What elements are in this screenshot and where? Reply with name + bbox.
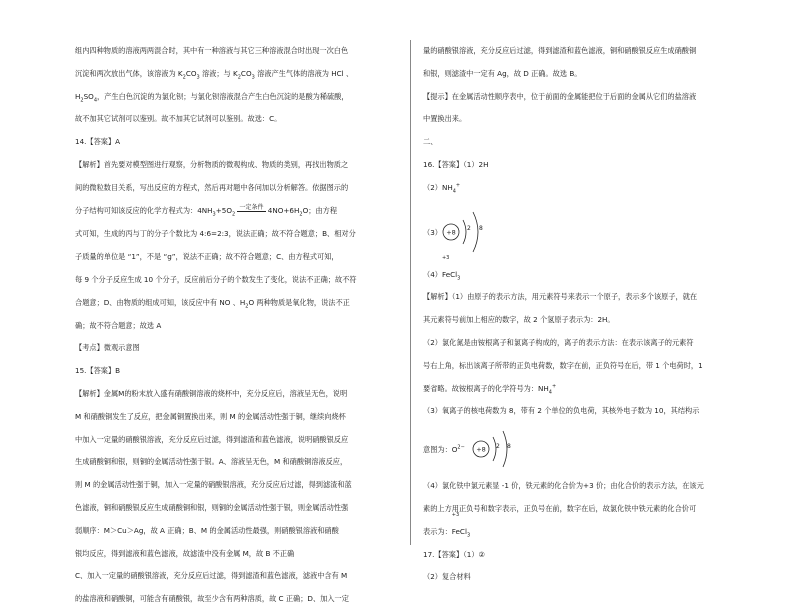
text-line: 量的硝酸银溶液，充分反应后过滤，得到滤渣和蓝色滤液，铜和硝酸银反应生成硝酸铜	[423, 46, 697, 55]
text-line: 和银，则滤渣中一定有 Ag，故 D 正确。故选 B。	[423, 68, 582, 78]
section-heading: 二、	[423, 137, 438, 147]
text-line: 子质量的单位是 “1”，不是 “g”，说法不正确；故不符合题意；C、由方程式可知，	[75, 252, 339, 262]
text-line: 【解析】金属M的粉末放入盛有硝酸铜溶液的烧杯中，充分反应后，溶液呈无色，说明	[75, 388, 348, 398]
reaction-condition: 一定条件	[239, 203, 264, 211]
text-line: $H_2SO_4$，产生白色沉淀的为氯化钡；与氯化钡溶液混合产生白色沉淀的是酸为稀硫酸，	[75, 91, 349, 104]
answer-16: 16.【答案】（1）2H	[423, 159, 489, 169]
kaodian: 【考点】微观示意图	[75, 343, 140, 353]
text-line: （2）氯化氮是由铵根离子和氯离子构成的，离子的表示方法：在表示该离子的元素符	[423, 337, 694, 347]
text-line: （3）氧离子的核电荷数为 8，带有 2 个单位的负电荷，其核外电子数为 10，其结构示	[423, 406, 700, 416]
answer-16-2: $(2)NH_4^+$	[423, 182, 461, 195]
text-line: 则 M 的金属活动性强于铜，加入一定量的硝酸银溶液，充分反应后过滤，得到滤渣和蓝	[75, 480, 352, 490]
svg-text:2: 2	[467, 224, 471, 232]
text-line: 每 9 个分子反应生成 10 个分子，反应前后分子的个数发生了变化，说法不正确；故不符	[75, 274, 357, 284]
svg-text:8: 8	[479, 224, 483, 232]
answer-16-3: （3） +8 2 8	[423, 200, 739, 264]
text-line: 弱顺序：M＞Cu＞Ag，故 A 正确；B、M 的金属活动性最强，则硝酸银溶液和硝酸	[75, 525, 339, 535]
text-line: 【解析】（1）由原子的表示方法，用元素符号来表示一个原子，表示多个该原子，就在	[423, 292, 698, 302]
text-line: 中加入一定量的硝酸银溶液，充分反应后过滤，得到滤渣和蓝色滤液，说明硝酸银反应	[75, 434, 349, 444]
equation-line: 分子结构可知该反应的化学方程式为：$4NH_3+5O_2$ $^{一定条件}$ $4NO+6H_2O$；由方程	[75, 203, 338, 218]
text-line: 色滤液，铜和硝酸银反应生成硝酸铜和银，则铜的金属活动性强于银，则金属活动性强	[75, 502, 349, 512]
text-line: （4）氯化铁中氯元素显 -1 价，铁元素的化合价为+3 价；由化合价的表示方法，在该元	[423, 481, 704, 491]
oxygen-ion-structure-diagram-2	[469, 423, 529, 475]
text-line: 【解析】首先要对模型图进行观察，分析物质的微观构成、物质的类别，再找出物质之	[75, 159, 349, 169]
text-line: 故不加其它试剂可以鉴别。故不加其它试剂可以鉴别。故选：C。	[75, 114, 282, 124]
text-line: 沉淀和两次放出气体，该溶液为 $K_2CO_3$ 溶液；与 $K_2CO_3$ 溶液产生气体的溶液为 HCl 、	[75, 68, 354, 81]
column-divider	[410, 40, 411, 545]
text-line: 确；故不符合题意；故选 A	[75, 320, 162, 330]
text-line: 表示为： +3 FeCl$_3$	[423, 511, 471, 539]
right-column	[423, 40, 739, 589]
text-line: 组内四种物质的溶液两两混合时，其中有一种溶液与其它三种溶液混合时出现一次白色	[75, 46, 349, 55]
text-line: 银均反应，得到滤液和蓝色滤液，故滤渣中没有金属 M，故 B 不正确	[75, 548, 295, 558]
text-line: 要省略。故铵根离子的化学符号为：$NH_4^+$	[423, 383, 557, 395]
text-line: M 和硝酸铜发生了反应，把金属铜置换出来，则 M 的金属活动性强于铜，继续向烧杯	[75, 411, 346, 421]
answer-17-2: （2）复合材料	[423, 572, 471, 582]
svg-text:8: 8	[507, 443, 511, 451]
answer-15: 15.【答案】B	[75, 366, 121, 376]
answer-16-4: （4） +3 FeCl$_3$	[423, 254, 461, 282]
text-line: 间的微粒数目关系，写出反应的方程式，然后再对题中各问加以分析解答。依据图示的	[75, 182, 349, 192]
text-line: 号右上角，标出该离子所带的正负电荷数，数字在前，正负符号在后，带 1 个电荷时，1	[423, 360, 703, 370]
text-line: 中置换出来。	[423, 114, 467, 124]
oxygen-ion-structure-diagram	[437, 200, 507, 264]
oxygen-ion-line: 意图为：$O^{2-}$ +8 2 8	[423, 423, 739, 475]
text-line: 其元素符号前加上相应的数字，故 2 个氢原子表示为：2H。	[423, 315, 615, 325]
text-line: C、加入一定量的硝酸银溶液，充分反应后过滤，得到滤渣和蓝色滤液，滤液中含有 M	[75, 571, 348, 581]
svg-text:2: 2	[496, 443, 500, 451]
svg-text:+8: +8	[446, 228, 456, 237]
text-line: 式可知，生成的丙与丁的分子个数比为 4:6=2:3，说法正确；故不符合题意；B、相对分	[75, 229, 356, 239]
left-column	[75, 40, 393, 611]
text-line: 【提示】在金属活动性顺序表中，位于前面的金属能把位于后面的金属从它们的盐溶液	[423, 91, 697, 101]
text-line: 合题意；D、由物质的组成可知，该反应中有 NO 、$H_2O$ 两种物质是氧化物，说法不正	[75, 297, 350, 310]
text-line: 素的上方用正负号和数字表示，正负号在前，数字在后，故氯化铁中铁元素的化合价可	[423, 503, 697, 513]
text-line: 的盐溶液和硝酸铜，可能含有硝酸银，故至少含有两种溶质，故 C 正确；D、加入一定	[75, 594, 349, 604]
text-line: 生成硝酸铜和银，则铜的金属活动性强于银。A、溶液呈无色，M 和硝酸铜溶液反应，	[75, 457, 348, 467]
answer-14: 14.【答案】A	[75, 137, 121, 147]
answer-17: 17.【答案】（1）②	[423, 549, 485, 559]
svg-text:+8: +8	[476, 445, 486, 454]
